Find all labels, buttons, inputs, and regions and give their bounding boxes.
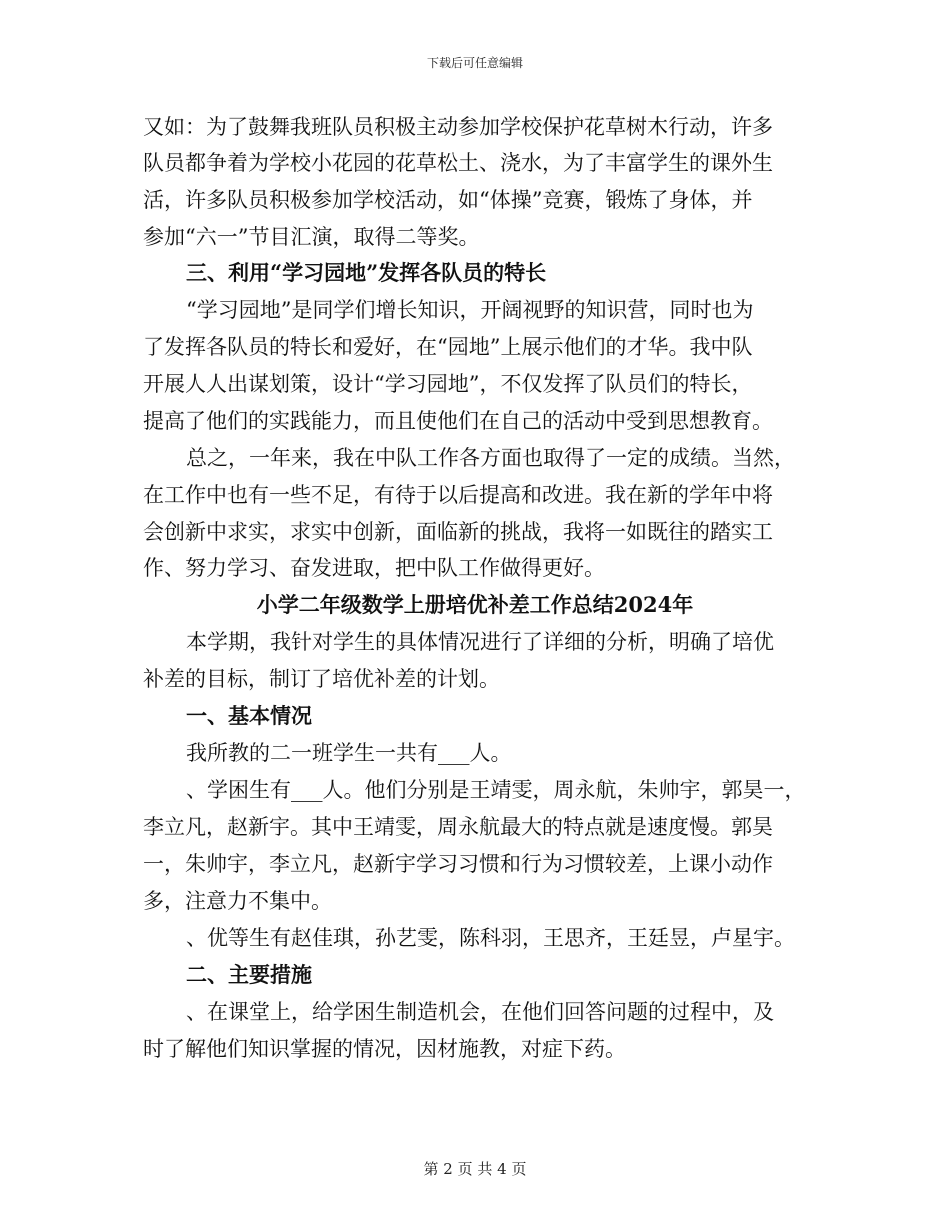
body-line: 作、努力学习、奋发进取，把中队工作做得更好。 <box>143 556 605 580</box>
body-line: 活，许多队员积极参加学校活动，如“体操”竞赛，锻炼了身体，并 <box>143 188 753 212</box>
body-line: 、学困生有___人。他们分别是王靖雯，周永航，朱帅宇，郭昊一， <box>186 778 806 802</box>
document-title: 小学二年级数学上册培优补差工作总结2024年 <box>256 592 694 617</box>
body-line: 一，朱帅宇，李立凡，赵新宇学习习惯和行为习惯较差，上课小动作 <box>143 852 773 876</box>
body-line: 我所教的二一班学生一共有___人。 <box>186 741 512 765</box>
body-line: 会创新中求实，求实中创新，面临新的挑战，我将一如既往的踏实工 <box>143 520 773 544</box>
body-line: 了发挥各队员的特长和爱好，在“园地”上展示他们的才华。我中队 <box>143 335 753 359</box>
body-line: 开展人人出谋划策，设计“学习园地”，不仅发挥了队员们的特长， <box>143 372 753 396</box>
body-line: 队员都争着为学校小花园的花草松土、浇水，为了丰富学生的课外生 <box>143 151 773 175</box>
body-line: 补差的目标，制订了培优补差的计划。 <box>143 667 500 691</box>
body-line: “学习园地”是同学们增长知识，开阔视野的知识营，同时也为 <box>186 298 754 322</box>
body-line: 时了解他们知识掌握的情况，因材施教，对症下药。 <box>143 1037 626 1061</box>
body-line: 本学期，我针对学生的具体情况进行了详细的分析，明确了培优 <box>186 630 774 654</box>
section-heading: 二、主要措施 <box>186 962 312 987</box>
section-heading: 一、基本情况 <box>186 703 312 728</box>
body-line: 多，注意力不集中。 <box>143 889 332 913</box>
body-line: 在工作中也有一些不足，有待于以后提高和改进。我在新的学年中将 <box>143 483 773 507</box>
body-line: 李立凡，赵新宇。其中王靖雯，周永航最大的特点就是速度慢。郭昊 <box>143 815 773 839</box>
body-line: 总之，一年来，我在中队工作各方面也取得了一定的成绩。当然， <box>186 446 795 470</box>
page-footer: 第 2 页 共 4 页 <box>423 1160 527 1178</box>
page-header: 下载后可任意编辑 <box>426 56 523 70</box>
body-line: 提高了他们的实践能力，而且使他们在自己的活动中受到思想教育。 <box>143 409 773 433</box>
body-line: 、优等生有赵佳琪，孙艺雯，陈科羽，王思齐，王廷昱，卢星宇。 <box>186 926 795 950</box>
section-heading: 三、利用“学习园地”发挥各队员的特长 <box>186 260 547 285</box>
body-line: 、在课堂上，给学困生制造机会，在他们回答问题的过程中，及 <box>186 1000 774 1024</box>
body-line: 参加“六一”节目汇演，取得二等奖。 <box>143 225 480 249</box>
body-line: 又如：为了鼓舞我班队员积极主动参加学校保护花草树木行动，许多 <box>143 115 773 139</box>
